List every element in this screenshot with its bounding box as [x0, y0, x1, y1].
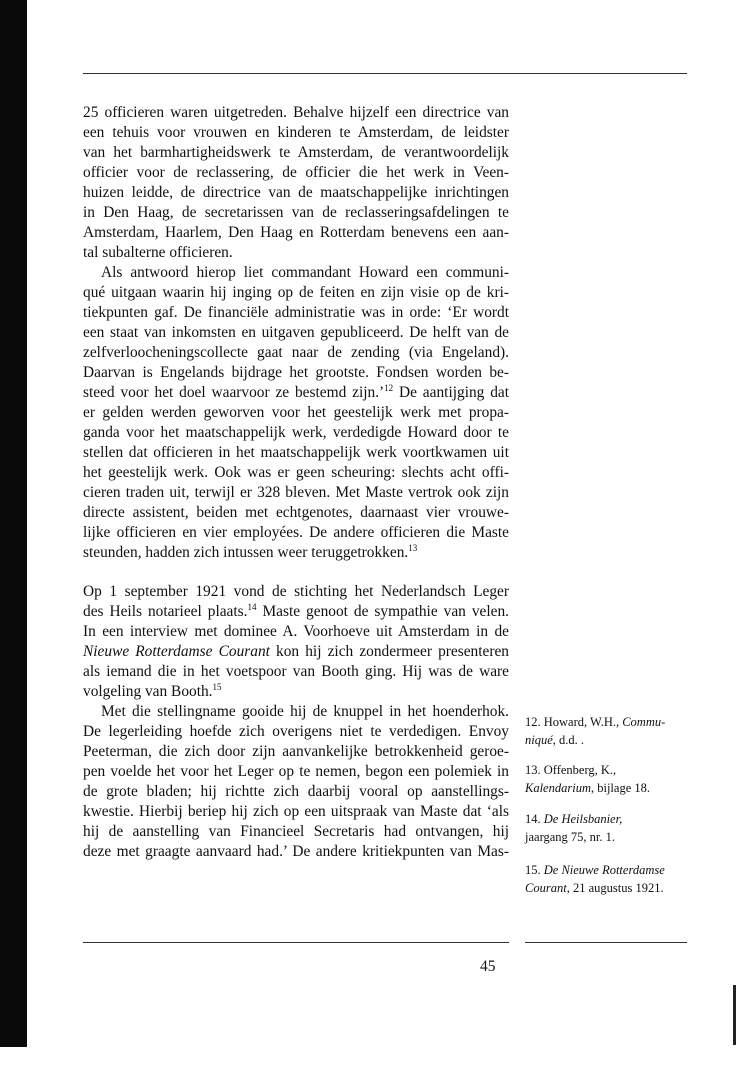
text-line: zelfverloocheningscollecte gaat naar de zending (via Engeland).	[83, 344, 509, 361]
text-line: een staat van inkomsten en uitgaven gepubliceerd. De helft van de	[83, 324, 509, 341]
text-line: qué uitgaan waarin hij inging op de feiten en zijn visie op de kri-	[83, 284, 509, 301]
footnote-ref-12[interactable]: 12	[384, 383, 394, 393]
text-line: 25 officieren waren uitgetreden. Behalve hijzelf een directrice van	[83, 104, 509, 121]
text-line: Op 1 september 1921 vond de stichting het Nederlandsch Leger	[83, 583, 509, 600]
text-run: 14.	[525, 812, 544, 826]
text-line: deze met graagte aanvaard had.’ De andere kritiekpunten van Mas-	[83, 843, 509, 860]
text-run: des Heils notarieel plaats.	[83, 603, 248, 620]
text-line: ganda voor het maatschappelijk werk, verdedigde Howard door te	[83, 424, 509, 441]
footnote-line	[525, 714, 690, 731]
text-line: cieren traden uit, terwijl er 328 bleven. Met Maste vertrok ook zijn	[83, 484, 509, 501]
text-run: Kalendarium	[525, 781, 591, 795]
scan-edge-right	[733, 985, 736, 1045]
footnote-line	[525, 880, 690, 897]
footer-rule-notes	[525, 942, 687, 943]
text-line: in Den Haag, de secretarissen van de reclasseringsafdelingen te	[83, 204, 509, 221]
footnote-ref-13[interactable]: 13	[408, 543, 418, 553]
text-run: Commu-	[622, 715, 666, 729]
footer-rule-main	[83, 942, 509, 943]
text-run: , d.d. .	[552, 733, 585, 747]
footnote-line	[525, 811, 690, 828]
text-run: volgeling van Booth.	[83, 683, 213, 700]
text-run: Maste genoot de sympathie van velen.	[256, 603, 509, 620]
text-line	[83, 383, 509, 403]
scan-edge-left	[0, 0, 27, 1047]
text-line: In een interview met dominee A. Voorhoeve uit Amsterdam in de	[83, 623, 509, 640]
footnote-line: 13. Offenberg, K.,	[525, 763, 617, 777]
text-run: kon hij zich zondermeer presenteren	[269, 643, 509, 660]
text-run: 12. Howard, W.H.,	[525, 715, 623, 729]
text-run: steed voor het doel waarvoor ze bestemd zijn.’	[83, 384, 385, 401]
footnote-line: jaargang 75, nr. 1.	[525, 830, 616, 844]
text-run: Courant	[525, 881, 567, 895]
text-run: De Nieuwe Rotterdamse	[543, 863, 665, 877]
text-run: De Heilsbanier,	[543, 812, 623, 826]
text-line	[83, 642, 509, 662]
text-line: een tehuis voor vrouwen en kinderen te Amsterdam, de leidster	[83, 124, 509, 141]
footnote-ref-14[interactable]: 14	[247, 602, 257, 612]
footnote-line	[525, 732, 690, 749]
text-run: De aantijging dat	[393, 384, 510, 401]
footnote-line	[525, 862, 690, 879]
text-line: tiekpunten gaf. De financiële administratie was in orde: ‘Er wordt	[83, 304, 509, 321]
text-run: , bijlage 18.	[590, 781, 650, 795]
text-line: van het barmhartigheidswerk te Amsterdam, de verantwoordelijk	[83, 144, 509, 161]
text-line: de grote bladen; hij richtte zich daarbij vooral op aanstellings-	[83, 783, 509, 800]
header-rule	[83, 73, 687, 74]
text-run: 15.	[525, 863, 544, 877]
text-line: het geestelijk werk. Ook was er geen scheuring: slechts acht offi-	[83, 464, 509, 481]
text-line: pen voelde het voor het Leger op te nemen, begon een polemiek in	[83, 763, 509, 780]
page-number: 45	[480, 958, 496, 975]
text-line: kwestie. Hierbij beriep hij zich op een uitspraak van Maste dat ‘als	[83, 803, 509, 820]
text-line: Als antwoord hierop liet commandant Howard een communi-	[101, 264, 509, 281]
text-line: tal subalterne officieren.	[83, 244, 233, 261]
text-line: hij de aanstelling van Financieel Secretaris had ontvangen, hij	[83, 823, 509, 840]
text-line: als iemand die in het voetspoor van Booth ging. Hij was de ware	[83, 663, 509, 680]
text-line: officier voor de reclassering, de officier die het werk in Veen-	[83, 164, 509, 181]
footnote-line	[525, 780, 690, 797]
newspaper-title: Nieuwe Rotterdamse Courant	[83, 643, 270, 660]
text-line: De legerleiding hoefde zich overigens niet te verdedigen. Envoy	[83, 723, 509, 740]
text-line	[83, 602, 509, 622]
text-line: Peeterman, die zich door zijn aanvankelijke betrokkenheid geroe-	[83, 743, 509, 760]
text-line	[83, 543, 509, 563]
text-line	[83, 682, 509, 702]
text-line: Amsterdam, Haarlem, Den Haag en Rotterdam benevens een aan-	[83, 224, 509, 241]
text-line: Daarvan is Engelands bijdrage het grootste. Fondsen worden be-	[83, 364, 509, 381]
text-line: lijke officieren en vier employées. De andere officieren die Maste	[83, 524, 509, 541]
text-line: er gelden werden geworven voor het geestelijk werk met propa-	[83, 404, 509, 421]
text-run: niqué	[525, 733, 553, 747]
text-run: steunden, hadden zich intussen weer teruggetrokken.	[83, 544, 409, 561]
footnote-ref-15[interactable]: 15	[212, 682, 222, 692]
text-line: stellen dat officieren in het maatschappelijk werk voortkwamen uit	[83, 444, 509, 461]
text-line: Met die stellingname gooide hij de knuppel in het hoenderhok.	[101, 703, 509, 720]
text-line: directe assistent, beiden met echtgenotes, daarnaast vier vrouwe-	[83, 504, 509, 521]
text-run: , 21 augustus 1921.	[566, 881, 664, 895]
text-line: huizen leidde, de directrice van de maatschappelijke inrichtingen	[83, 184, 509, 201]
